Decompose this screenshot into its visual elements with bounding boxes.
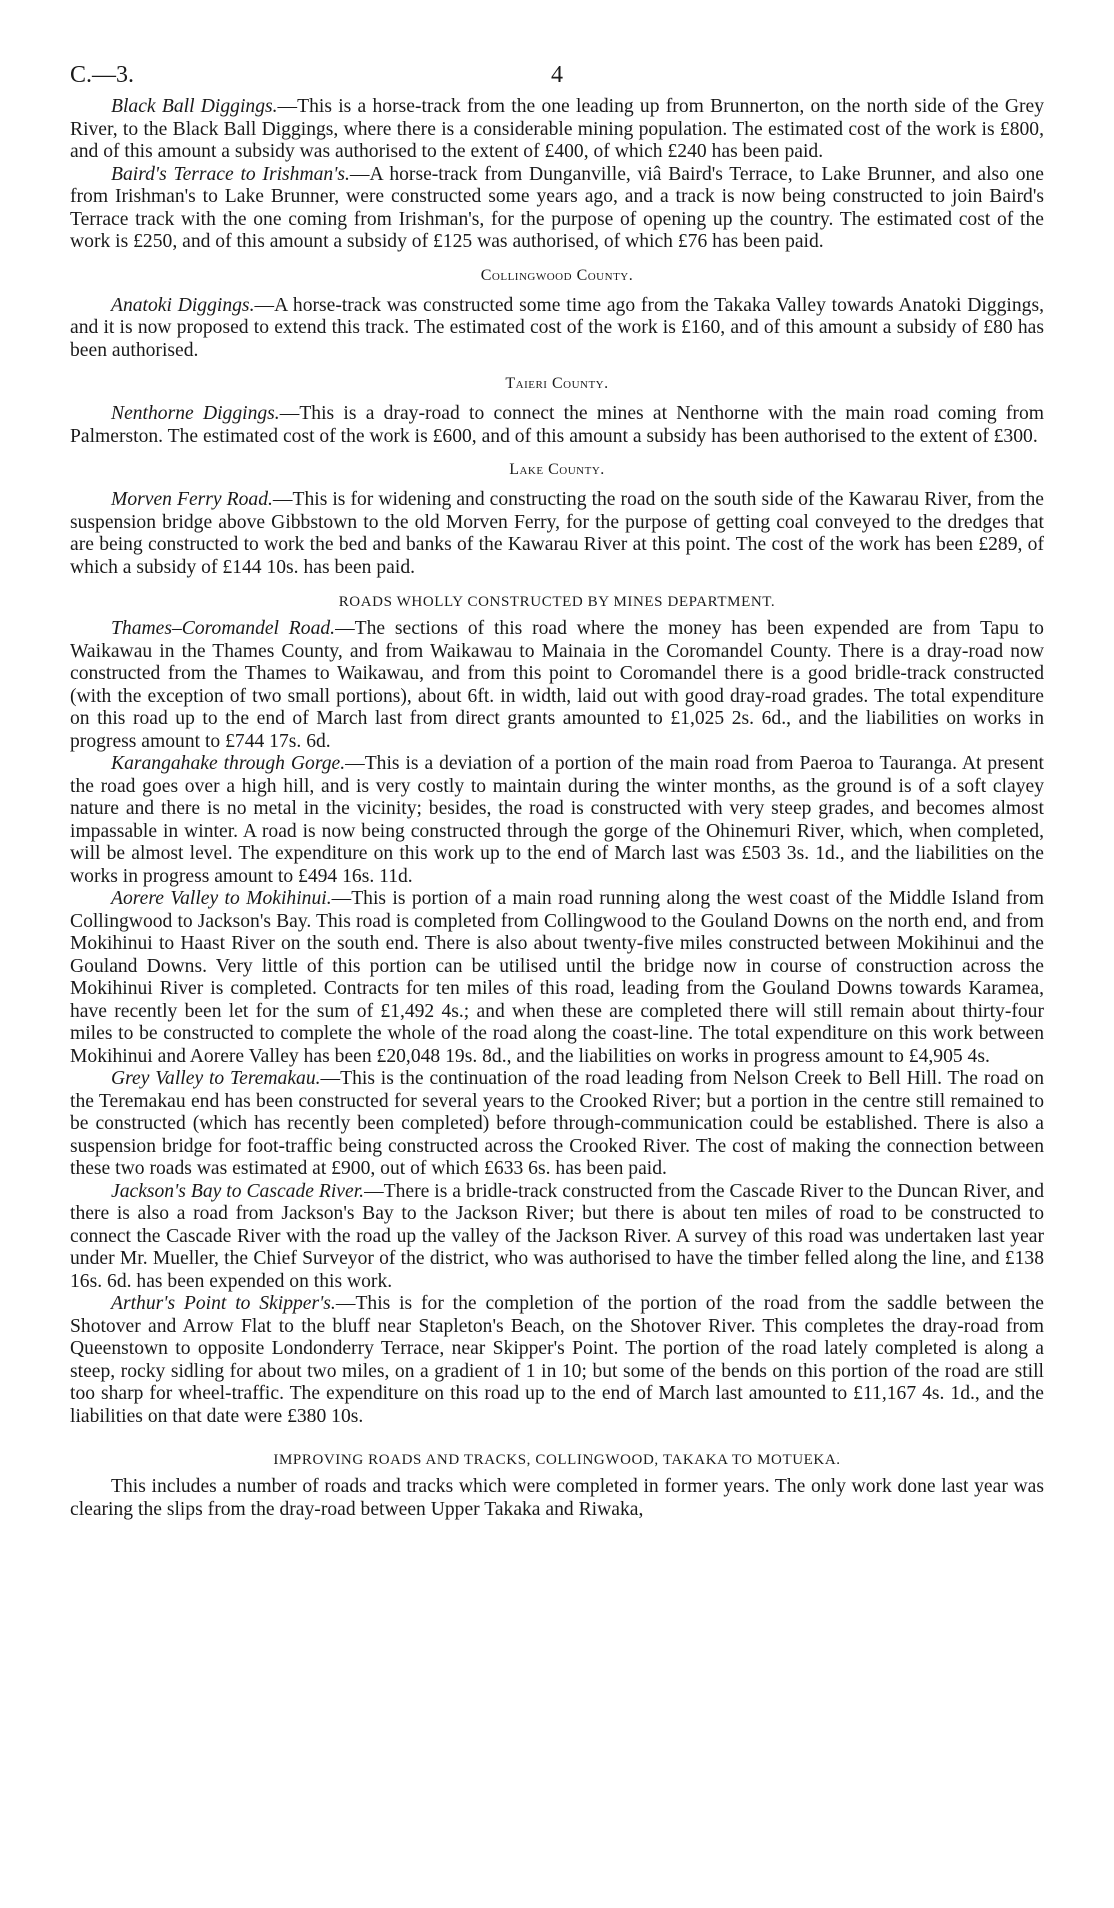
paragraph [70, 1068, 1044, 1181]
paragraph-lead: Nenthorne Diggings. [111, 403, 280, 424]
paragraph-lead: Anatoki Diggings. [111, 294, 255, 316]
paragraph-lead: Baird's Terrace to Irishman's. [111, 163, 350, 185]
paragraph-lead: Morven Ferry Road. [111, 489, 273, 510]
section-heading: IMPROVING ROADS AND TRACKS, COLLINGWOOD, TAKAKA TO MOTUEKA. [273, 1452, 841, 1468]
paragraph-lead: Jackson's Bay to Cascade River. [111, 1180, 365, 1202]
paragraph-text: —A horse-track was constructed some time ago from the Takaka Valley towards Anatoki Diggings, and it is now proposed to extend this track. The estimated cost of the work is £160, and of this amount a subsidy of £80 has been authorised. [70, 294, 1044, 361]
paragraph [70, 295, 1044, 363]
paragraph [70, 96, 1044, 164]
paragraph-lead: Karangahake through Gorge. [111, 753, 346, 774]
paragraph [70, 1181, 1044, 1294]
paragraph-lead: Aorere Valley to Mokihinui. [111, 888, 332, 909]
paragraph [70, 1293, 1044, 1428]
paragraph-text: —This is for the completion of the portion of the road from the saddle between the Shotover and Arrow Flat to the bluff near Stapleton's Beach, on the Shotover River. This completes the dray-road from Queenstown to opposite Londonderry Terrace, near Skipper's Point. The portion of the road lately completed is along a steep, rocky sidling for about two miles, on a gradient of 1 in 10; but some of the bends on this portion of the road are still too sharp for wheel-traffic. The expenditure on this road up to the end of March last amounted to £11,167 4s. 1d., and the liabilities on that date were £380 10s. [70, 1293, 1045, 1427]
paragraph-text: —This is the continuation of the road leading from Nelson Creek to Bell Hill. The road on the Teremakau end has been constructed for several years to the Crooked River; but a portion in the centre still remained to be constructed (which has recently been completed) before through-communication could be established. There is also a suspension bridge for foot-traffic being constructed across the Crooked River. The cost of making the connection between these two roads was estimated at £900, out of which £633 6s. has been paid. [70, 1068, 1044, 1179]
report-reference: C.—3. [70, 62, 135, 88]
paragraph [70, 618, 1044, 753]
document-body [70, 96, 1044, 1521]
paragraph-lead: Arthur's Point to Skipper's. [111, 1293, 336, 1314]
paragraph-text: —This is a deviation of a portion of the main road from Paeroa to Tauranga. At present the road goes over a high hill, and is very costly to maintain during the winter months, as the ground is of a soft clayey nature and there is no metal in the vicinity; besides, the road is constructed with very steep grades, and becomes almost impassable in winter. A road is now being constructed through the gorge of the Ohinemuri River, which, when completed, will be almost level. The expenditure on this work up to the end of March last was £503 3s. 1d., and the liabilities on the works in progress amount to £494 16s. 11d. [70, 753, 1044, 887]
paragraph [70, 888, 1044, 1068]
section-heading: ROADS WHOLLY CONSTRUCTED BY MINES DEPARTMENT. [338, 594, 776, 610]
county-heading: Collingwood County. [480, 266, 634, 284]
paragraph-lead: Thames–Coromandel Road. [111, 618, 336, 639]
paragraph-text: —A horse-track from Dunganville, viâ Baird's Terrace, to Lake Brunner, and also one from Irishman's to Lake Brunner, were constructed some years ago, and a track is now being constructed to join Baird's Terrace track with the one coming from Irishman's, for the purpose of opening up the country. The estimated cost of the work is £250, and of this amount a subsidy of £125 was authorised, of which £76 has been paid. [70, 163, 1044, 252]
county-heading: Taieri County. [505, 375, 609, 392]
paragraph-text: —This is a horse-track from the one leading up from Brunnerton, on the north side of the Grey River, to the Black Ball Diggings, where there is a considerable mining population. The estimated cost of the work is £800, and of this amount a subsidy was authorised to the extent of £400, of which £240 has been paid. [70, 96, 1044, 162]
paragraph [70, 753, 1044, 888]
paragraph [70, 489, 1044, 579]
paragraph-lead: Grey Valley to Teremakau. [111, 1068, 321, 1089]
paragraph-lead: Black Ball Diggings. [111, 96, 278, 117]
paragraph [70, 403, 1044, 448]
page-header [70, 62, 1044, 96]
paragraph-text: —The sections of this road where the money has been expended are from Tapu to Waikawau in the Thames County, and from Waikawau to Mainaia in the Coromandel County. There is a dray-road now constructed from the Thames to Waikawau, and from this point to Coromandel there is a good bridle-track constructed (with the exception of two small portions), about 6ft. in width, laid out with good dray-road grades. The total expenditure on this road up to the end of March last from direct grants amounted to £1,025 2s. 6d., and the liabilities on works in progress amount to £744 17s. 6d. [70, 618, 1044, 752]
paragraph-text: —There is a bridle-track constructed from the Cascade River to the Duncan River, and there is also a road from Jackson's Bay to the Jackson River; but there is about ten miles of road to be constructed to connect the Cascade River with the road up the valley of the Jackson River. A survey of this road was undertaken last year under Mr. Mueller, the Chief Surveyor of the district, who was authorised to have the timber felled along the line, and £138 16s. 6d. has been expended on this work. [70, 1180, 1044, 1292]
paragraph-text: —This is a dray-road to connect the mines at Nenthorne with the main road coming from Palmerston. The estimated cost of the work is £600, and of this amount a subsidy has been authorised to the extent of £300. [70, 403, 1044, 447]
paragraph-text: This includes a number of roads and tracks which were completed in former years. The only work done last year was clearing the slips from the dray-road between Upper Takaka and Riwaka, [70, 1476, 1044, 1520]
paragraph [70, 1476, 1044, 1521]
county-heading: Lake County. [509, 461, 605, 478]
paragraph [70, 164, 1044, 254]
paragraph-text: —This is for widening and constructing the road on the south side of the Kawarau River, from the suspension bridge above Gibbstown to the old Morven Ferry, for the purpose of getting coal conveyed to the dredges that are being constructed to work the bed and banks of the Kawarau River at this point. The cost of the work has been £289, of which a subsidy of £144 10s. has been paid. [70, 489, 1044, 578]
paragraph-text: —This is portion of a main road running along the west coast of the Middle Island from Collingwood to Jackson's Bay. This road is completed from Collingwood to the Gouland Downs on the north end, and from Mokihinui to Haast River on the south end. There is also about twenty-five miles constructed between Mokihinui and the Gouland Downs. Very little of this portion can be utilised until the bridge now in course of construction across the Mokihinui River is completed. Contracts for ten miles of this road, leading from the Gouland Downs towards Karamea, have recently been let for the sum of £1,492 4s.; and when these are completed there will still remain about thirty-four miles to be constructed to complete the whole of the road along the coast-line. The total expenditure on this work between Mokihinui and Aorere Valley has been £20,048 19s. 8d., and the liabilities on works in progress amount to £4,905 4s. [70, 888, 1044, 1067]
page-number: 4 [551, 62, 563, 88]
